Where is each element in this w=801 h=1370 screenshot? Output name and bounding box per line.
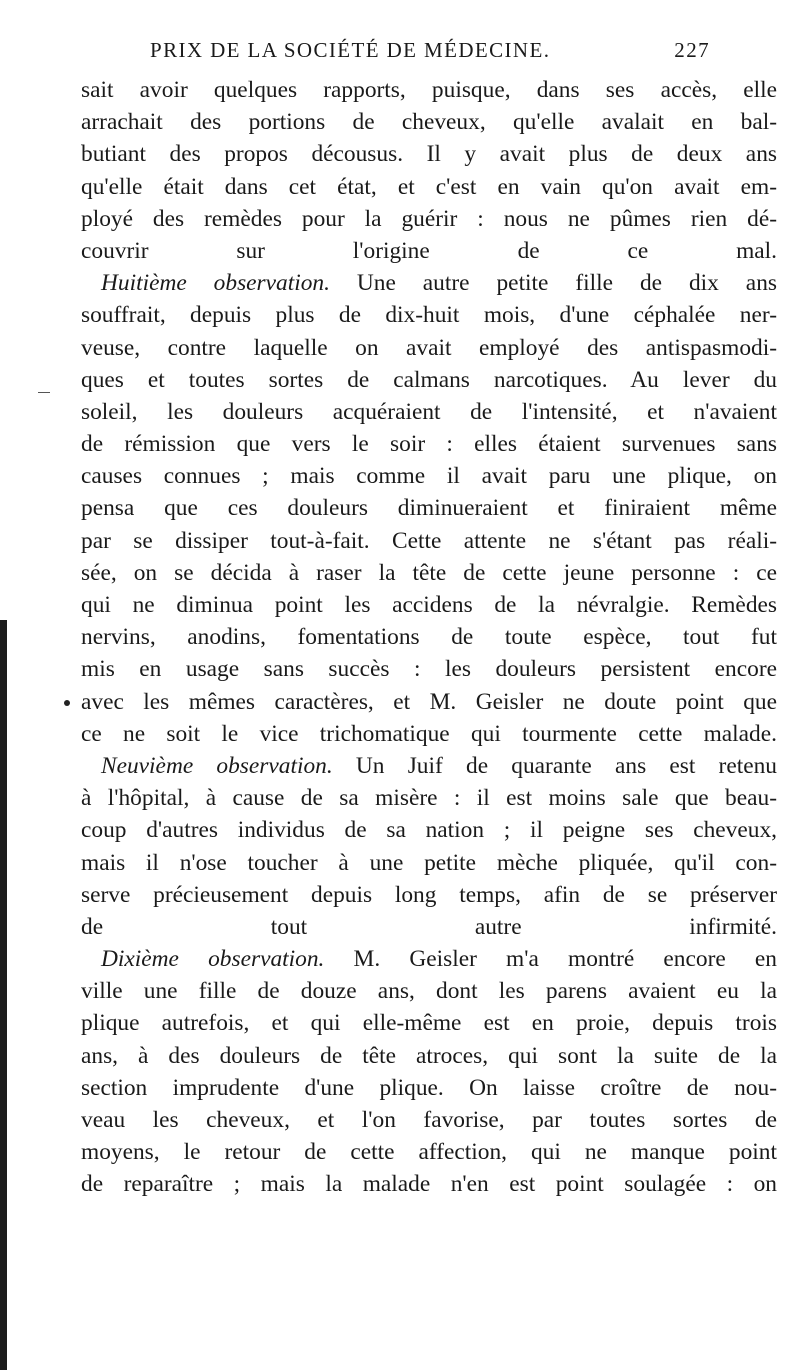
text-run: couvrir sur l'origine de ce mal. xyxy=(81,237,777,264)
running-header-title: PRIX DE LA SOCIÉTÉ DE MÉDECINE. xyxy=(150,38,551,62)
text-run: de reparaître ; mais la malade n'en est point soulagée : on xyxy=(81,1171,777,1198)
text-line xyxy=(81,171,777,203)
observation-heading: Neuvième observation. xyxy=(101,752,333,779)
text-line xyxy=(81,364,777,396)
text-run: ployé des remèdes pour la guérir : nous ne pûmes rien dé- xyxy=(81,205,777,232)
text-line xyxy=(81,396,777,428)
text-run: ce ne soit le vice trichomatique qui tourmente cette malade. xyxy=(81,720,777,747)
text-line xyxy=(81,299,777,331)
text-run: veau les cheveux, et l'on favorise, par toutes sortes de xyxy=(81,1107,777,1133)
text-line xyxy=(81,74,777,106)
text-line xyxy=(81,621,777,653)
text-run: à l'hôpital, à cause de sa misère : il est moins sale que beau- xyxy=(81,785,777,812)
text-run: qu'elle était dans cet état, et c'est en vain qu'on avait em- xyxy=(81,173,777,200)
text-line xyxy=(81,1136,777,1168)
text-line xyxy=(81,557,777,589)
text-line xyxy=(81,589,777,621)
text-run: de rémission que vers le soir : elles étaient survenues sans xyxy=(81,431,777,458)
text-run: sée, on se décida à raser la tête de cette jeune personne : ce xyxy=(81,559,777,586)
text-line xyxy=(81,975,777,1007)
page-number: 227 xyxy=(674,38,710,62)
text-line xyxy=(81,332,777,364)
text-run: veuse, contre laquelle on avait employé des antispasmodi- xyxy=(81,334,777,361)
text-line xyxy=(81,943,777,975)
text-run: moyens, le retour de cette affection, qui ne manque point xyxy=(81,1139,777,1166)
body-text xyxy=(81,74,777,1201)
text-run: coup d'autres individus de sa nation ; il peigne ses cheveux, xyxy=(81,817,777,844)
text-line xyxy=(81,492,777,524)
text-line xyxy=(81,203,777,235)
text-line xyxy=(81,911,777,943)
text-run: de tout autre infirmité. xyxy=(81,913,777,940)
text-run: section imprudente d'une plique. On laisse croître de nou- xyxy=(81,1074,777,1101)
text-run: sait avoir quelques rapports, puisque, dans ses accès, elle xyxy=(81,77,777,103)
page-edge-shadow xyxy=(0,620,7,1370)
text-line xyxy=(81,138,777,170)
text-line xyxy=(81,267,777,299)
text-line xyxy=(81,782,777,814)
text-run: ans, à des douleurs de tête atroces, qui sont la suite de la xyxy=(81,1042,777,1069)
text-line xyxy=(81,1104,777,1136)
text-line xyxy=(81,525,777,557)
margin-dot xyxy=(64,700,70,706)
observation-heading: Dixième observation. xyxy=(101,946,325,973)
text-run: pensa que ces douleurs diminueraient et finiraient même xyxy=(81,495,777,522)
text-line xyxy=(81,718,777,750)
text-run: mais il n'ose toucher à une petite mèche pliquée, qu'il con- xyxy=(81,849,777,876)
text-run: qui ne diminua point les accidens de la névralgie. Remèdes xyxy=(81,592,777,618)
text-run: plique autrefois, et qui elle-même est en proie, depuis trois xyxy=(81,1010,777,1037)
text-line xyxy=(81,1072,777,1104)
text-line xyxy=(81,879,777,911)
text-run: arrachait des portions de cheveux, qu'elle avalait en bal- xyxy=(81,109,777,136)
text-line xyxy=(81,686,777,718)
text-run: ques et toutes sortes de calmans narcotiques. Au lever du xyxy=(81,366,777,393)
text-run: butiant des propos décousus. Il y avait plus de deux ans xyxy=(81,141,777,168)
text-line xyxy=(81,847,777,879)
text-line xyxy=(81,460,777,492)
text-line xyxy=(81,750,777,782)
text-line xyxy=(81,814,777,846)
text-line xyxy=(81,235,777,267)
text-run: souffrait, depuis plus de dix-huit mois, d'une céphalée ner- xyxy=(81,302,777,329)
text-run: avec les mêmes caractères, et M. Geisler ne doute point que xyxy=(81,688,777,715)
running-header xyxy=(150,34,710,66)
text-line xyxy=(81,1007,777,1039)
text-run: soleil, les douleurs acquéraient de l'intensité, et n'avaient xyxy=(81,398,777,425)
observation-heading: Huitième observation. xyxy=(101,270,330,297)
text-run: M. Geisler m'a montré encore en xyxy=(324,946,777,973)
text-line xyxy=(81,1040,777,1072)
text-run: ville une fille de douze ans, dont les parens avaient eu la xyxy=(81,978,777,1005)
text-run: serve précieusement depuis long temps, afin de se préserver xyxy=(81,881,777,908)
text-line xyxy=(81,1168,777,1200)
text-run: nervins, anodins, fomentations de toute espèce, tout fut xyxy=(81,624,777,651)
text-line xyxy=(81,428,777,460)
margin-mark xyxy=(38,392,50,393)
text-run: causes connues ; mais comme il avait paru une plique, on xyxy=(81,463,777,490)
text-run: Une autre petite fille de dix ans xyxy=(329,270,777,297)
text-line xyxy=(81,653,777,685)
text-run: par se dissiper tout-à-fait. Cette attente ne s'étant pas réali- xyxy=(81,527,777,554)
text-run: mis en usage sans succès : les douleurs persistent encore xyxy=(81,656,777,683)
text-run: Un Juif de quarante ans est retenu xyxy=(332,752,778,779)
text-line xyxy=(81,106,777,138)
